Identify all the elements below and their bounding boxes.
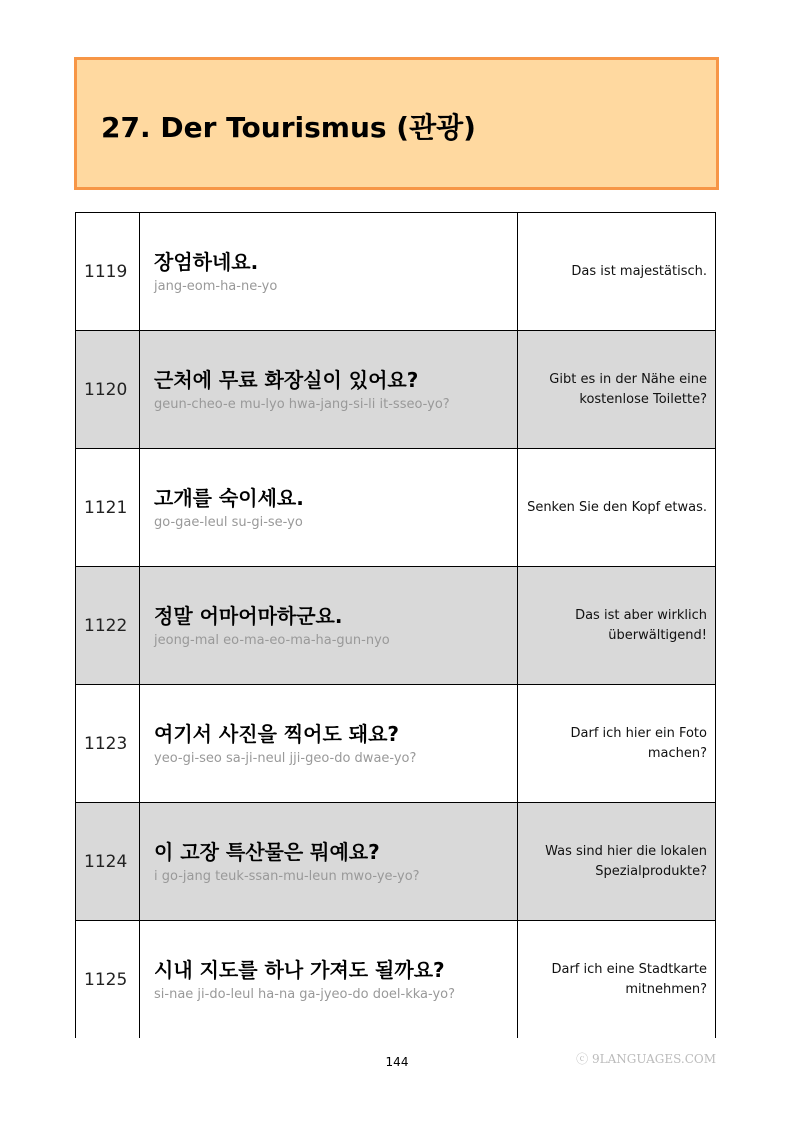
phrase-number: 1124 [76,803,140,921]
korean-phrase: 이 고장 특산물은 뭐예요? [154,840,380,864]
korean-phrase: 근처에 무료 화장실이 있어요? [154,368,419,392]
romanization: si-nae ji-do-leul ha-na ga-jyeo-do doel-kka-yo? [154,987,456,1002]
german-translation [518,921,716,1039]
romanization: jeong-mal eo-ma-eo-ma-ha-gun-nyo [154,633,390,648]
german-translation [518,449,716,567]
translation-line: Gibt es in der Nähe eine [549,371,707,387]
korean-cell [140,449,518,567]
romanization: go-gae-leul su-gi-se-yo [154,515,303,530]
phrase-row [76,213,716,331]
korean-cell [140,685,518,803]
phrase-number: 1120 [76,331,140,449]
korean-phrase: 장엄하네요. [154,250,259,274]
phrase-row [76,921,716,1039]
phrase-number: 1123 [76,685,140,803]
german-translation [518,567,716,685]
korean-cell [140,803,518,921]
phrase-row [76,449,716,567]
translation-line: Darf ich eine Stadtkarte [551,961,707,977]
translation-line: Das ist aber wirklich [575,607,707,623]
phrase-row [76,685,716,803]
translation-line: Das ist majestätisch. [571,263,707,279]
translation-line: Spezialprodukte? [595,863,707,879]
phrase-row [76,567,716,685]
korean-phrase: 정말 어마어마하군요. [154,604,343,628]
chapter-title-box [74,57,719,190]
korean-cell [140,213,518,331]
romanization: geun-cheo-e mu-lyo hwa-jang-si-li it-sseo-yo? [154,397,450,412]
translation-line: Was sind hier die lokalen [545,843,707,859]
translation-line: Darf ich hier ein Foto machen? [570,725,707,761]
german-translation [518,213,716,331]
page-number: 144 [385,1055,409,1069]
phrase-row [76,803,716,921]
korean-phrase: 고개를 숙이세요. [154,486,304,510]
phrase-number: 1121 [76,449,140,567]
phrase-table [75,212,716,1038]
copyright-notice: ⓒ 9LANGUAGES.COM [576,1052,716,1066]
korean-phrase: 시내 지도를 하나 가져도 될까요? [154,958,445,982]
romanization: yeo-gi-seo sa-ji-neul jji-geo-do dwae-yo? [154,751,417,766]
phrase-row [76,331,716,449]
translation-line: Senken Sie den Kopf etwas. [527,499,707,515]
korean-cell [140,331,518,449]
romanization: jang-eom-ha-ne-yo [154,279,278,294]
phrase-number: 1122 [76,567,140,685]
chapter-title: 27. Der Tourismus (관광) [101,111,476,144]
korean-cell [140,567,518,685]
german-translation [518,685,716,803]
phrase-number: 1125 [76,921,140,1039]
translation-line: überwältigend! [608,627,707,643]
german-translation [518,331,716,449]
translation-line: mitnehmen? [625,981,707,997]
korean-phrase: 여기서 사진을 찍어도 돼요? [154,722,400,746]
translation-line: kostenlose Toilette? [579,391,707,407]
romanization: i go-jang teuk-ssan-mu-leun mwo-ye-yo? [154,869,420,884]
korean-cell [140,921,518,1039]
phrase-number: 1119 [76,213,140,331]
german-translation [518,803,716,921]
